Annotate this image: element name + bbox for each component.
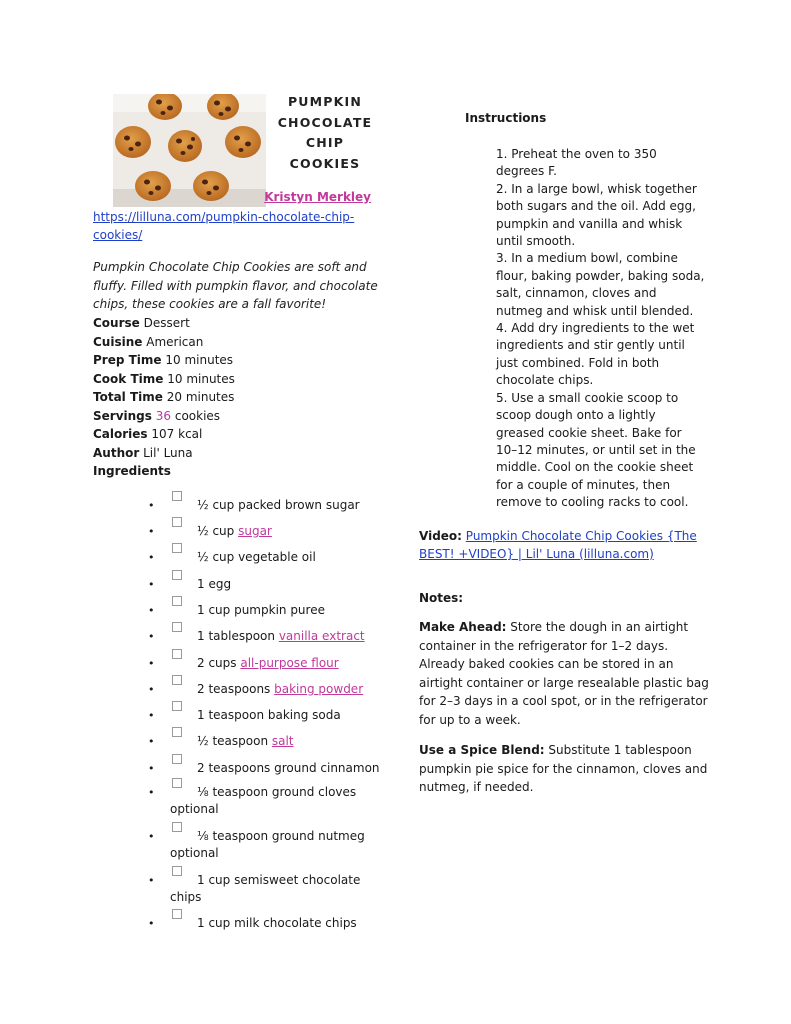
meta-cook-time [93,370,393,389]
meta-label: Total Time [93,390,163,404]
ingredient-text [170,828,385,862]
bullet-icon: • [148,657,155,670]
instruction-list [496,146,706,512]
ingredient-text [170,523,385,540]
video-label: Video: [419,529,462,543]
ingredient-label: 1 cup semisweet chocolate chips [170,873,361,904]
instructions-heading: Instructions [465,111,547,125]
ingredient-label: 1 egg [197,577,232,591]
source-url-link[interactable] [93,209,373,244]
meta-total-time [93,388,393,407]
ingredient-label: 2 cups [197,656,241,670]
meta-servings [93,407,393,426]
servings-number[interactable]: 36 [155,408,172,423]
ingredient-link[interactable]: baking powder [274,682,364,696]
meta-label: Servings [93,408,152,423]
ingredient-label: 1 cup pumpkin puree [197,603,325,617]
title-line: CHOCOLATE [277,114,373,130]
instruction-step: 1. Preheat the oven to 350 degrees F. [496,147,657,179]
bullet-icon: • [148,683,155,696]
bullet-icon: • [148,604,155,617]
bullet-icon: • [148,786,155,799]
notes-heading: Notes: [419,591,464,605]
meta-value: 10 minutes [165,353,234,367]
bullet-icon: • [148,709,155,722]
bullet-icon: • [148,499,155,512]
ingredient-label: 1 cup milk chocolate chips [197,916,357,930]
ingredient-link[interactable]: sugar [238,524,272,538]
ingredient-label: 2 teaspoons [197,682,275,696]
title-line: CHIP [305,135,345,150]
meta-label: Course [93,316,140,330]
meta-label: Calories [93,427,148,441]
ingredient-text [170,497,385,514]
recipe-title [270,92,380,174]
recipe-summary: Pumpkin Chocolate Chip Cookies are soft and fluffy. Filled with pumpkin flavor, and chocolate chips, these cookies are a fall favorite! [93,260,378,311]
meta-value: American [146,334,204,349]
instruction-step: 4. Add dry ingredients to the wet ingredients and stir gently until just combined. Fold in both chocolate chips. [496,321,695,388]
ingredient-label: 1 teaspoon baking soda [197,708,341,722]
ingredient-link[interactable]: salt [271,734,294,748]
ingredient-text [170,655,385,672]
ingredient-label: ½ cup vegetable oil [197,550,316,564]
ingredient-text [170,628,385,645]
meta-cuisine [93,333,393,352]
cookies-image [113,94,266,207]
ingredient-label: ⅛ teaspoon ground cloves optional [170,785,357,816]
ingredient-link[interactable]: vanilla extract [278,629,365,643]
bullet-icon: • [148,735,155,748]
video-link[interactable]: Pumpkin Chocolate Chip Cookies {The BEST! +VIDEO} | Lil' Luna (lilluna.com) [419,529,697,561]
ingredient-text [170,784,385,818]
ingredient-label: 2 teaspoons ground cinnamon [197,761,380,775]
ingredient-text [170,915,385,932]
instruction-step: 5. Use a small cookie scoop to scoop dough onto a lightly greased cookie sheet. Bake for 10–12 minutes, or until set in the middle. Cool on the cookie sheet for a couple of minutes, then remove to cooling racks to cool. [496,390,696,510]
title-line: COOKIES [289,155,361,171]
ingredients-label: Ingredients [93,464,171,478]
meta-course [93,314,393,333]
ingredient-label: ½ teaspoon [197,734,272,748]
recipe-photo [113,94,266,207]
note-text: Substitute 1 tablespoon pumpkin pie spice for the cinnamon, cloves and nutmeg, if needed. [419,743,708,794]
ingredient-text [170,681,385,698]
meta-prep-time [93,351,393,370]
bullet-icon: • [148,874,155,887]
ingredient-link[interactable]: all-purpose flour [240,656,339,670]
meta-label: Cuisine [93,334,143,349]
ingredient-text [170,549,385,566]
meta-author [93,444,393,463]
note-label: Use a Spice Blend: [419,743,545,757]
meta-value: cookies [174,408,221,423]
note-spice-blend [419,741,709,797]
instruction-step: 2. In a large bowl, whisk together both sugars and the oil. Add egg, pumpkin and vanilla and whisk until smooth. [496,181,697,249]
meta-value: 10 minutes [167,371,235,386]
bullet-icon: • [148,830,155,843]
bullet-icon: • [148,525,155,538]
recipe-meta [93,314,393,481]
video-line [419,527,709,563]
note-text: Store the dough in an airtight container in the refrigerator for 1–2 days. Already baked cookies can be stored in an airtight container or large resealable plastic bag for 2–3 days in a cool spot, or in the refrigerator for up to a week. [419,620,709,727]
bullet-icon: • [148,551,155,564]
ingredient-label: ½ cup packed brown sugar [197,498,360,512]
meta-calories [93,425,393,444]
ingredient-text [170,872,385,906]
ingredient-label: ½ cup [197,524,239,538]
meta-value: Lil' Luna [143,445,193,460]
ingredient-text [170,707,385,724]
bullet-icon: • [148,630,155,643]
meta-value: 107 kcal [151,427,203,441]
meta-label: Author [93,445,140,460]
meta-label: Prep Time [93,353,162,367]
author-link[interactable]: Kristyn Merkley [264,190,371,204]
ingredients-heading [93,462,393,481]
meta-value: 20 minutes [166,390,235,404]
ingredient-text [170,576,385,593]
ingredient-text [170,733,385,750]
note-make-ahead [419,618,709,729]
note-label: Make Ahead: [419,620,507,634]
bullet-icon: • [148,578,155,591]
bullet-icon: • [148,917,155,930]
bullet-icon: • [148,762,155,775]
instruction-step: 3. In a medium bowl, combine flour, baking powder, baking soda, salt, cinnamon, cloves and nutmeg and whisk until blended. [496,251,705,318]
source-url[interactable]: https://lilluna.com/pumpkin-chocolate-chip-cookies/ [93,210,355,242]
ingredient-label: ⅛ teaspoon ground nutmeg optional [170,829,365,860]
meta-label: Cook Time [93,371,164,386]
title-line: PUMPKIN [287,94,363,109]
ingredient-text [170,760,385,777]
ingredient-text [170,602,385,619]
ingredient-label: 1 tablespoon [197,629,279,643]
meta-value: Dessert [143,316,190,330]
